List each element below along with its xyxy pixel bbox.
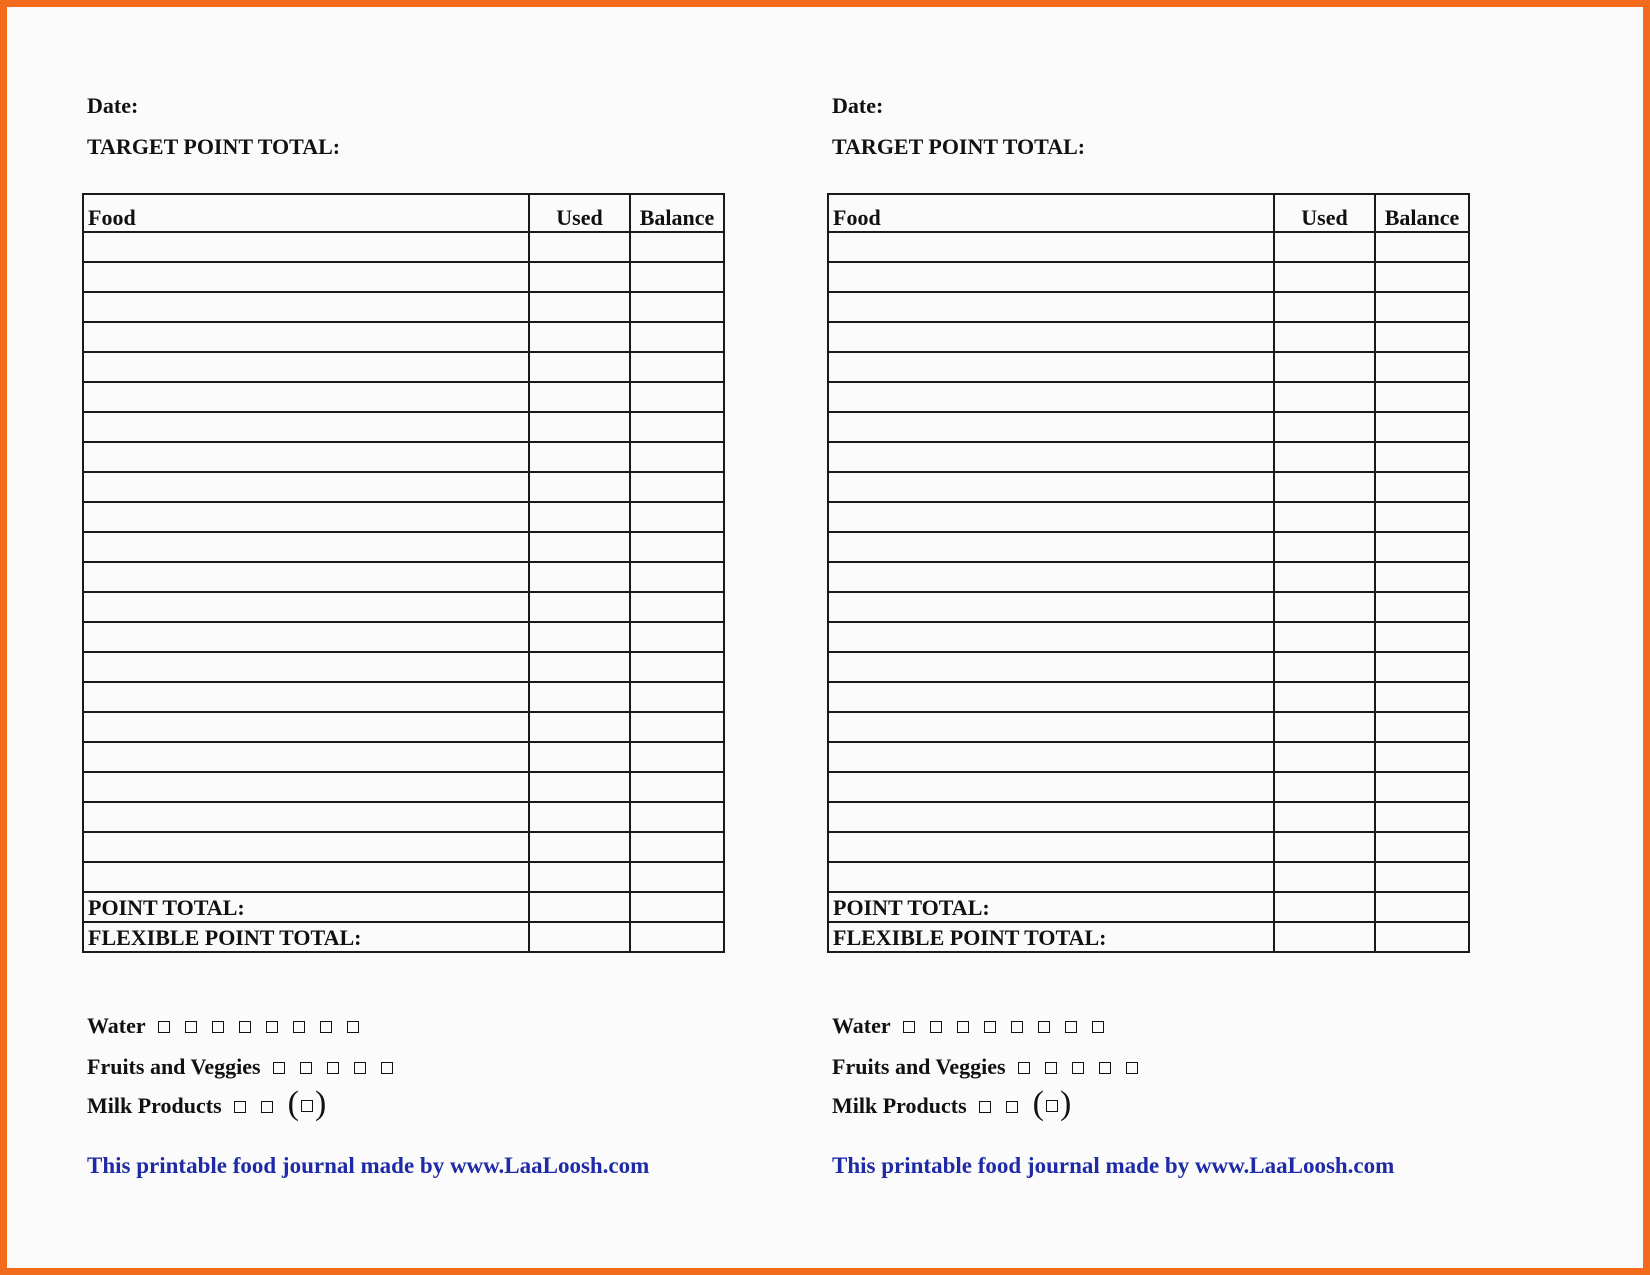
milk-checkbox[interactable] <box>261 1101 273 1113</box>
table-row <box>83 442 724 472</box>
food-cell[interactable] <box>83 412 529 442</box>
used-cell[interactable] <box>529 712 630 742</box>
water-checkbox[interactable] <box>347 1021 359 1033</box>
food-cell[interactable] <box>828 262 1274 292</box>
used-cell[interactable] <box>1274 232 1375 262</box>
used-column-header: Used <box>1274 194 1375 232</box>
food-column-header: Food <box>828 194 1274 232</box>
balance-cell[interactable] <box>630 292 724 322</box>
table-row <box>83 262 724 292</box>
target-point-total-label: TARGET POINT TOTAL: <box>832 134 1086 159</box>
balance-cell[interactable] <box>630 862 724 892</box>
food-cell[interactable] <box>83 262 529 292</box>
table-row <box>828 622 1469 652</box>
fruits-checkbox[interactable] <box>1099 1062 1111 1074</box>
milk-products-label: Milk Products <box>87 1093 222 1118</box>
table-row <box>828 532 1469 562</box>
table-row <box>828 832 1469 862</box>
milk-checkbox[interactable] <box>1006 1101 1018 1113</box>
food-cell[interactable] <box>83 652 529 682</box>
used-cell[interactable] <box>529 862 630 892</box>
table-row <box>828 262 1469 292</box>
balance-cell[interactable] <box>1375 562 1469 592</box>
balance-cell[interactable] <box>1375 352 1469 382</box>
fruits-checkbox[interactable] <box>1072 1062 1084 1074</box>
used-cell[interactable] <box>1274 292 1375 322</box>
balance-cell[interactable] <box>630 712 724 742</box>
flexible-total-used-cell[interactable] <box>1274 922 1375 952</box>
balance-cell[interactable] <box>630 562 724 592</box>
balance-cell[interactable] <box>630 742 724 772</box>
used-cell[interactable] <box>529 232 630 262</box>
used-cell[interactable] <box>529 472 630 502</box>
food-cell[interactable] <box>828 292 1274 322</box>
balance-cell[interactable] <box>630 412 724 442</box>
table-row <box>828 232 1469 262</box>
table-row <box>83 592 724 622</box>
food-cell[interactable] <box>83 832 529 862</box>
food-cell[interactable] <box>83 682 529 712</box>
water-checkbox[interactable] <box>185 1021 197 1033</box>
used-cell[interactable] <box>529 772 630 802</box>
food-cell[interactable] <box>83 472 529 502</box>
point-total-row <box>83 892 724 922</box>
table-row <box>828 292 1469 322</box>
balance-cell[interactable] <box>1375 802 1469 832</box>
water-checkbox[interactable] <box>266 1021 278 1033</box>
used-cell[interactable] <box>1274 652 1375 682</box>
food-cell[interactable] <box>828 802 1274 832</box>
used-cell[interactable] <box>529 502 630 532</box>
water-checkbox[interactable] <box>1011 1021 1023 1033</box>
food-log-table <box>827 193 1470 953</box>
table-row <box>828 682 1469 712</box>
table-row <box>83 712 724 742</box>
flexible-total-balance-cell[interactable] <box>630 922 724 952</box>
flexible-point-total-label: FLEXIBLE POINT TOTAL: <box>83 922 529 952</box>
balance-cell[interactable] <box>1375 442 1469 472</box>
point-total-used-cell[interactable] <box>1274 892 1375 922</box>
used-cell[interactable] <box>1274 772 1375 802</box>
balance-cell[interactable] <box>630 622 724 652</box>
food-column-header: Food <box>83 194 529 232</box>
balance-cell[interactable] <box>630 232 724 262</box>
food-cell[interactable] <box>828 532 1274 562</box>
used-cell[interactable] <box>1274 472 1375 502</box>
table-row <box>828 742 1469 772</box>
water-checkbox[interactable] <box>320 1021 332 1033</box>
table-row <box>83 412 724 442</box>
table-row <box>828 802 1469 832</box>
used-cell[interactable] <box>1274 862 1375 892</box>
balance-cell[interactable] <box>1375 232 1469 262</box>
fruits-checkbox[interactable] <box>1126 1062 1138 1074</box>
used-cell[interactable] <box>1274 562 1375 592</box>
food-cell[interactable] <box>83 712 529 742</box>
balance-cell[interactable] <box>1375 742 1469 772</box>
table-row <box>828 472 1469 502</box>
food-cell[interactable] <box>828 862 1274 892</box>
table-row <box>828 442 1469 472</box>
used-cell[interactable] <box>529 802 630 832</box>
food-cell[interactable] <box>828 232 1274 262</box>
food-cell[interactable] <box>828 442 1274 472</box>
used-cell[interactable] <box>1274 412 1375 442</box>
food-cell[interactable] <box>828 472 1274 502</box>
balance-cell[interactable] <box>630 262 724 292</box>
food-cell[interactable] <box>83 562 529 592</box>
used-cell[interactable] <box>529 292 630 322</box>
fruits-checkbox[interactable] <box>354 1062 366 1074</box>
food-cell[interactable] <box>83 322 529 352</box>
optional-milk-checkbox[interactable] <box>1046 1100 1058 1112</box>
food-cell[interactable] <box>828 682 1274 712</box>
table-row <box>828 502 1469 532</box>
flexible-point-total-label: FLEXIBLE POINT TOTAL: <box>828 922 1274 952</box>
fruits-checkbox[interactable] <box>381 1062 393 1074</box>
balance-cell[interactable] <box>1375 712 1469 742</box>
table-row <box>83 562 724 592</box>
optional-milk-serving: ( ) <box>1032 1085 1072 1122</box>
table-row <box>83 472 724 502</box>
fruits-veggies-label: Fruits and Veggies <box>87 1054 261 1079</box>
balance-cell[interactable] <box>1375 532 1469 562</box>
used-cell[interactable] <box>1274 682 1375 712</box>
balance-cell[interactable] <box>630 442 724 472</box>
balance-column-header: Balance <box>1375 194 1469 232</box>
point-total-row <box>828 892 1469 922</box>
date-label: Date: <box>87 93 139 118</box>
food-cell[interactable] <box>828 742 1274 772</box>
water-tracker <box>832 1013 1119 1039</box>
balance-cell[interactable] <box>630 772 724 802</box>
balance-cell[interactable] <box>630 472 724 502</box>
balance-cell[interactable] <box>630 652 724 682</box>
food-cell[interactable] <box>83 862 529 892</box>
flexible-total-balance-cell[interactable] <box>1375 922 1469 952</box>
table-row <box>83 802 724 832</box>
table-row <box>83 232 724 262</box>
table-row <box>83 292 724 322</box>
fruits-checkbox[interactable] <box>273 1062 285 1074</box>
table-row <box>83 382 724 412</box>
point-total-label: POINT TOTAL: <box>83 892 529 922</box>
used-cell[interactable] <box>1274 352 1375 382</box>
used-cell[interactable] <box>1274 712 1375 742</box>
optional-milk-serving: ( ) <box>287 1085 327 1122</box>
water-label: Water <box>87 1013 146 1038</box>
food-cell[interactable] <box>828 592 1274 622</box>
table-row <box>83 352 724 382</box>
date-label: Date: <box>832 93 884 118</box>
milk-products-label: Milk Products <box>832 1093 967 1118</box>
table-row <box>828 352 1469 382</box>
balance-cell[interactable] <box>1375 652 1469 682</box>
water-checkbox[interactable] <box>1065 1021 1077 1033</box>
balance-cell[interactable] <box>630 592 724 622</box>
flexible-point-total-row <box>828 922 1469 952</box>
fruits-veggies-tracker <box>87 1054 408 1080</box>
used-cell[interactable] <box>529 832 630 862</box>
food-cell[interactable] <box>828 352 1274 382</box>
target-point-total-label: TARGET POINT TOTAL: <box>87 134 341 159</box>
fruits-checkbox[interactable] <box>1045 1062 1057 1074</box>
used-cell[interactable] <box>1274 802 1375 832</box>
water-checkbox[interactable] <box>212 1021 224 1033</box>
table-row <box>83 532 724 562</box>
fruits-veggies-tracker <box>832 1054 1153 1080</box>
balance-cell[interactable] <box>1375 592 1469 622</box>
balance-cell[interactable] <box>630 352 724 382</box>
water-label: Water <box>832 1013 891 1038</box>
balance-cell[interactable] <box>630 832 724 862</box>
table-header-row <box>828 194 1469 232</box>
food-cell[interactable] <box>828 622 1274 652</box>
used-cell[interactable] <box>1274 442 1375 472</box>
food-cell[interactable] <box>83 232 529 262</box>
fruits-checkbox[interactable] <box>327 1062 339 1074</box>
table-row <box>828 712 1469 742</box>
water-checkbox[interactable] <box>158 1021 170 1033</box>
balance-cell[interactable] <box>1375 292 1469 322</box>
table-row <box>83 682 724 712</box>
food-cell[interactable] <box>828 772 1274 802</box>
milk-products-tracker <box>832 1085 1072 1122</box>
table-row <box>83 622 724 652</box>
table-row <box>83 832 724 862</box>
balance-cell[interactable] <box>1375 502 1469 532</box>
fruits-checkbox[interactable] <box>1018 1062 1030 1074</box>
point-total-used-cell[interactable] <box>529 892 630 922</box>
water-checkbox[interactable] <box>1092 1021 1104 1033</box>
table-row <box>83 502 724 532</box>
food-cell[interactable] <box>828 712 1274 742</box>
balance-cell[interactable] <box>1375 832 1469 862</box>
food-cell[interactable] <box>828 652 1274 682</box>
water-checkbox[interactable] <box>1038 1021 1050 1033</box>
used-cell[interactable] <box>1274 502 1375 532</box>
used-cell[interactable] <box>529 592 630 622</box>
credit-link[interactable]: This printable food journal made by www.LaaLoosh.com <box>832 1153 1395 1178</box>
used-cell[interactable] <box>529 622 630 652</box>
used-column-header: Used <box>529 194 630 232</box>
food-cell[interactable] <box>83 802 529 832</box>
food-cell[interactable] <box>83 442 529 472</box>
table-row <box>828 322 1469 352</box>
used-cell[interactable] <box>1274 742 1375 772</box>
balance-cell[interactable] <box>630 382 724 412</box>
balance-cell[interactable] <box>1375 412 1469 442</box>
table-row <box>83 862 724 892</box>
balance-cell[interactable] <box>1375 472 1469 502</box>
used-cell[interactable] <box>529 442 630 472</box>
table-row <box>828 382 1469 412</box>
water-tracker <box>87 1013 374 1039</box>
water-checkbox[interactable] <box>239 1021 251 1033</box>
food-cell[interactable] <box>828 382 1274 412</box>
food-cell[interactable] <box>83 292 529 322</box>
used-cell[interactable] <box>1274 532 1375 562</box>
table-row <box>828 772 1469 802</box>
milk-checkbox[interactable] <box>979 1101 991 1113</box>
food-cell[interactable] <box>83 532 529 562</box>
milk-checkbox[interactable] <box>234 1101 246 1113</box>
used-cell[interactable] <box>1274 262 1375 292</box>
fruits-veggies-label: Fruits and Veggies <box>832 1054 1006 1079</box>
balance-cell[interactable] <box>1375 862 1469 892</box>
balance-cell[interactable] <box>630 322 724 352</box>
table-row <box>83 322 724 352</box>
used-cell[interactable] <box>1274 382 1375 412</box>
water-checkbox[interactable] <box>984 1021 996 1033</box>
table-row <box>83 652 724 682</box>
water-checkbox[interactable] <box>930 1021 942 1033</box>
food-cell[interactable] <box>83 742 529 772</box>
food-cell[interactable] <box>83 772 529 802</box>
used-cell[interactable] <box>529 262 630 292</box>
table-row <box>83 742 724 772</box>
balance-cell[interactable] <box>630 502 724 532</box>
water-checkbox[interactable] <box>293 1021 305 1033</box>
balance-cell[interactable] <box>630 532 724 562</box>
table-row <box>828 412 1469 442</box>
used-cell[interactable] <box>529 412 630 442</box>
flexible-point-total-row <box>83 922 724 952</box>
credit-link[interactable]: This printable food journal made by www.LaaLoosh.com <box>87 1153 650 1178</box>
table-row <box>828 862 1469 892</box>
point-total-balance-cell[interactable] <box>630 892 724 922</box>
balance-cell[interactable] <box>1375 322 1469 352</box>
used-cell[interactable] <box>529 352 630 382</box>
table-row <box>828 592 1469 622</box>
used-cell[interactable] <box>1274 592 1375 622</box>
point-total-label: POINT TOTAL: <box>828 892 1274 922</box>
food-cell[interactable] <box>83 592 529 622</box>
food-cell[interactable] <box>828 502 1274 532</box>
used-cell[interactable] <box>529 682 630 712</box>
food-cell[interactable] <box>828 832 1274 862</box>
used-cell[interactable] <box>529 382 630 412</box>
table-header-row <box>83 194 724 232</box>
used-cell[interactable] <box>529 562 630 592</box>
balance-cell[interactable] <box>1375 682 1469 712</box>
optional-milk-checkbox[interactable] <box>301 1100 313 1112</box>
used-cell[interactable] <box>529 532 630 562</box>
point-total-balance-cell[interactable] <box>1375 892 1469 922</box>
balance-cell[interactable] <box>1375 382 1469 412</box>
table-row <box>828 652 1469 682</box>
balance-column-header: Balance <box>630 194 724 232</box>
flexible-total-used-cell[interactable] <box>529 922 630 952</box>
food-cell[interactable] <box>83 622 529 652</box>
balance-cell[interactable] <box>630 682 724 712</box>
food-cell[interactable] <box>828 562 1274 592</box>
used-cell[interactable] <box>529 322 630 352</box>
milk-products-tracker <box>87 1085 327 1122</box>
table-row <box>828 562 1469 592</box>
food-cell[interactable] <box>828 412 1274 442</box>
used-cell[interactable] <box>1274 322 1375 352</box>
food-cell[interactable] <box>83 502 529 532</box>
food-cell[interactable] <box>828 322 1274 352</box>
food-cell[interactable] <box>83 352 529 382</box>
food-cell[interactable] <box>83 382 529 412</box>
balance-cell[interactable] <box>630 802 724 832</box>
fruits-checkbox[interactable] <box>300 1062 312 1074</box>
water-checkbox[interactable] <box>903 1021 915 1033</box>
water-checkbox[interactable] <box>957 1021 969 1033</box>
table-row <box>83 772 724 802</box>
used-cell[interactable] <box>1274 832 1375 862</box>
balance-cell[interactable] <box>1375 262 1469 292</box>
food-log-table <box>82 193 725 953</box>
used-cell[interactable] <box>529 742 630 772</box>
used-cell[interactable] <box>529 652 630 682</box>
balance-cell[interactable] <box>1375 772 1469 802</box>
balance-cell[interactable] <box>1375 622 1469 652</box>
used-cell[interactable] <box>1274 622 1375 652</box>
